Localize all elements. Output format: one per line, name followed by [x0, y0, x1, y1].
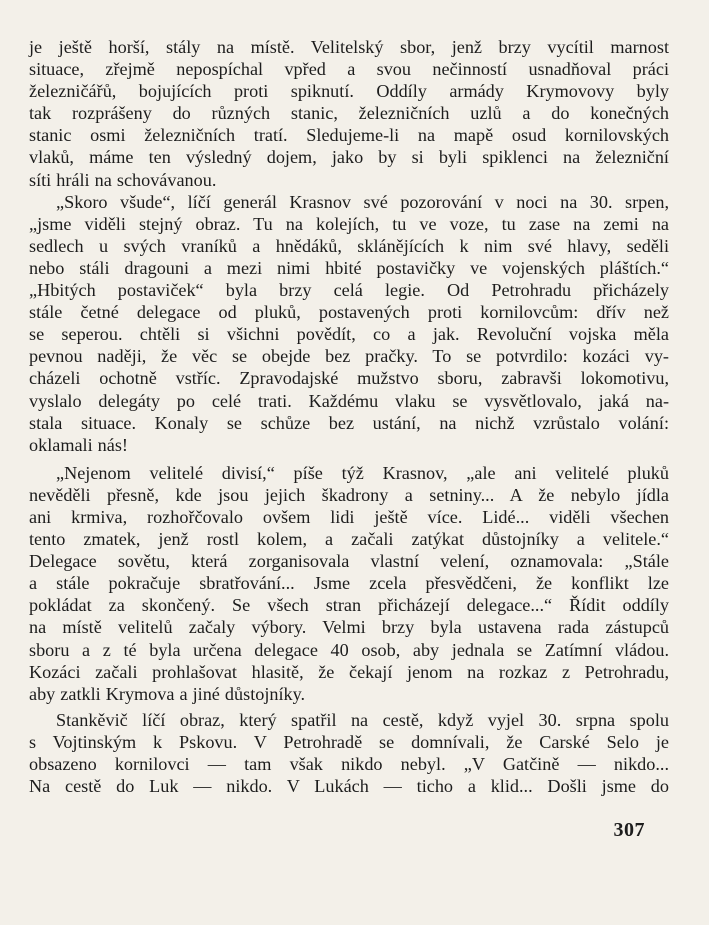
- text-line: na místě velitelů začaly výbory. Velmi brzy byla ustavena rada zástupců: [29, 617, 669, 638]
- text-line: pokládat za skončený. Se všech stran přicházejí delegace...“ Řídit oddíly: [29, 595, 669, 616]
- text-line: oklamali nás!: [29, 434, 128, 455]
- text-line: „Nejenom velitelé divisí,“ píše týž Krasnov, „ale ani velitelé pluků: [56, 462, 669, 483]
- text-line: nebo stáli dragouni a mezi nimi hbité postavičky ve vojenských pláštích.“: [29, 257, 669, 278]
- text-line: stanic osmi železničních tratí. Sledujeme-li na mapě osud kornilovských: [29, 125, 669, 146]
- text-line: vyslalo delegáty po celé trati. Každému vlaku se vysvětlovalo, jaká na-: [29, 390, 669, 411]
- text-line: stále četné delegace od pluků, postavených proti kornilovcům: dřív než: [29, 302, 669, 323]
- text-line: „jsme viděli stejný obraz. Tu na kolejích, tu ve voze, tu zase na zemi na: [29, 213, 669, 234]
- page-number: 307: [613, 819, 645, 841]
- text-line: aby zatkli Krymova a jiné důstojníky.: [29, 683, 306, 704]
- text-line: železničářů, bojujících proti spiknutí. Oddíly armády Krymovovy byly: [29, 81, 669, 102]
- text-line: vlaků, máme ten výsledný dojem, jako by si byli spiklenci na železniční: [29, 147, 669, 168]
- text-line: sedlech u svých vraníků a hnědáků, sklánějících k nim své hlavy, seděli: [29, 235, 669, 256]
- text-line: stala situace. Konaly se schůze bez ustání, na nichž vzrůstalo volání:: [29, 412, 669, 433]
- text-line: a stále pokračuje sbratřování... Jsme zcela přesvědčeni, že konflikt lze: [29, 573, 669, 594]
- paragraph-4: [29, 709, 669, 797]
- text-line: se seperou. chtěli si všichni povědít, co a jak. Revoluční vojska měla: [29, 324, 669, 345]
- text-line: tento zmatek, jenž rostl kolem, a začali zatýkat důstojníky a velitele.“: [29, 529, 669, 550]
- text-line: situace, zřejmě nepospíchal vpřed a svou nečinností usnadňoval práci: [29, 59, 669, 80]
- text-line: Stankěvič líčí obraz, který spatřil na cestě, když vyjel 30. srpna spolu: [56, 709, 669, 730]
- text-line: „Hbitých postaviček“ byla brzy celá legie. Od Petrohradu přicházely: [29, 280, 669, 301]
- text-line: ani krmiva, rozhořčovalo ovšem lidi ještě více. Lidé... viděli všechen: [29, 506, 669, 527]
- text-line: Kozáci začali prohlašovat hlasitě, že čekají jenom na rozkaz z Petrohradu,: [29, 661, 669, 682]
- paragraph-1: [29, 36, 669, 191]
- text-line: cházeli ochotně vstříc. Zpravodajské mužstvo sboru, zabravši lokomotivu,: [29, 368, 669, 389]
- text-line: pevnou naději, že věc se obejde bez pračky. To se potvrdilo: kozáci vy-: [29, 346, 669, 367]
- text-line: s Vojtinským k Pskovu. V Petrohradě se domnívali, že Carské Selo je: [29, 731, 669, 752]
- text-line: „Skoro všude“, líčí generál Krasnov své pozorování v noci na 30. srpen,: [56, 191, 669, 212]
- paragraph-3: [29, 462, 669, 705]
- page-text: [29, 36, 669, 797]
- text-line: nevěděli přesně, kde jsou jejich škadrony a setniny... A že nebylo jídla: [29, 484, 669, 505]
- text-line: je ještě horší, stály na místě. Velitelský sbor, jenž brzy vycítil marnost: [29, 37, 669, 57]
- text-line: síti hráli na schovávanou.: [29, 169, 217, 190]
- text-line: Na cestě do Luk — nikdo. V Lukách — ticho a klid... Došli jsme do: [29, 776, 669, 797]
- text-line: Delegace sovětu, která zorganisovala vlastní velení, oznamovala: „Stále: [29, 551, 669, 572]
- text-line: obsazeno kornilovci — tam však nikdo nebyl. „V Gatčině — nikdo...: [29, 754, 669, 774]
- text-line: sboru a z té byla určena delegace 40 osob, aby jednala se Zatímní vládou.: [29, 639, 669, 660]
- text-line: tak rozprášeny do různých stanic, železničních uzlů a do konečných: [29, 103, 669, 124]
- paragraph-2: [29, 191, 669, 456]
